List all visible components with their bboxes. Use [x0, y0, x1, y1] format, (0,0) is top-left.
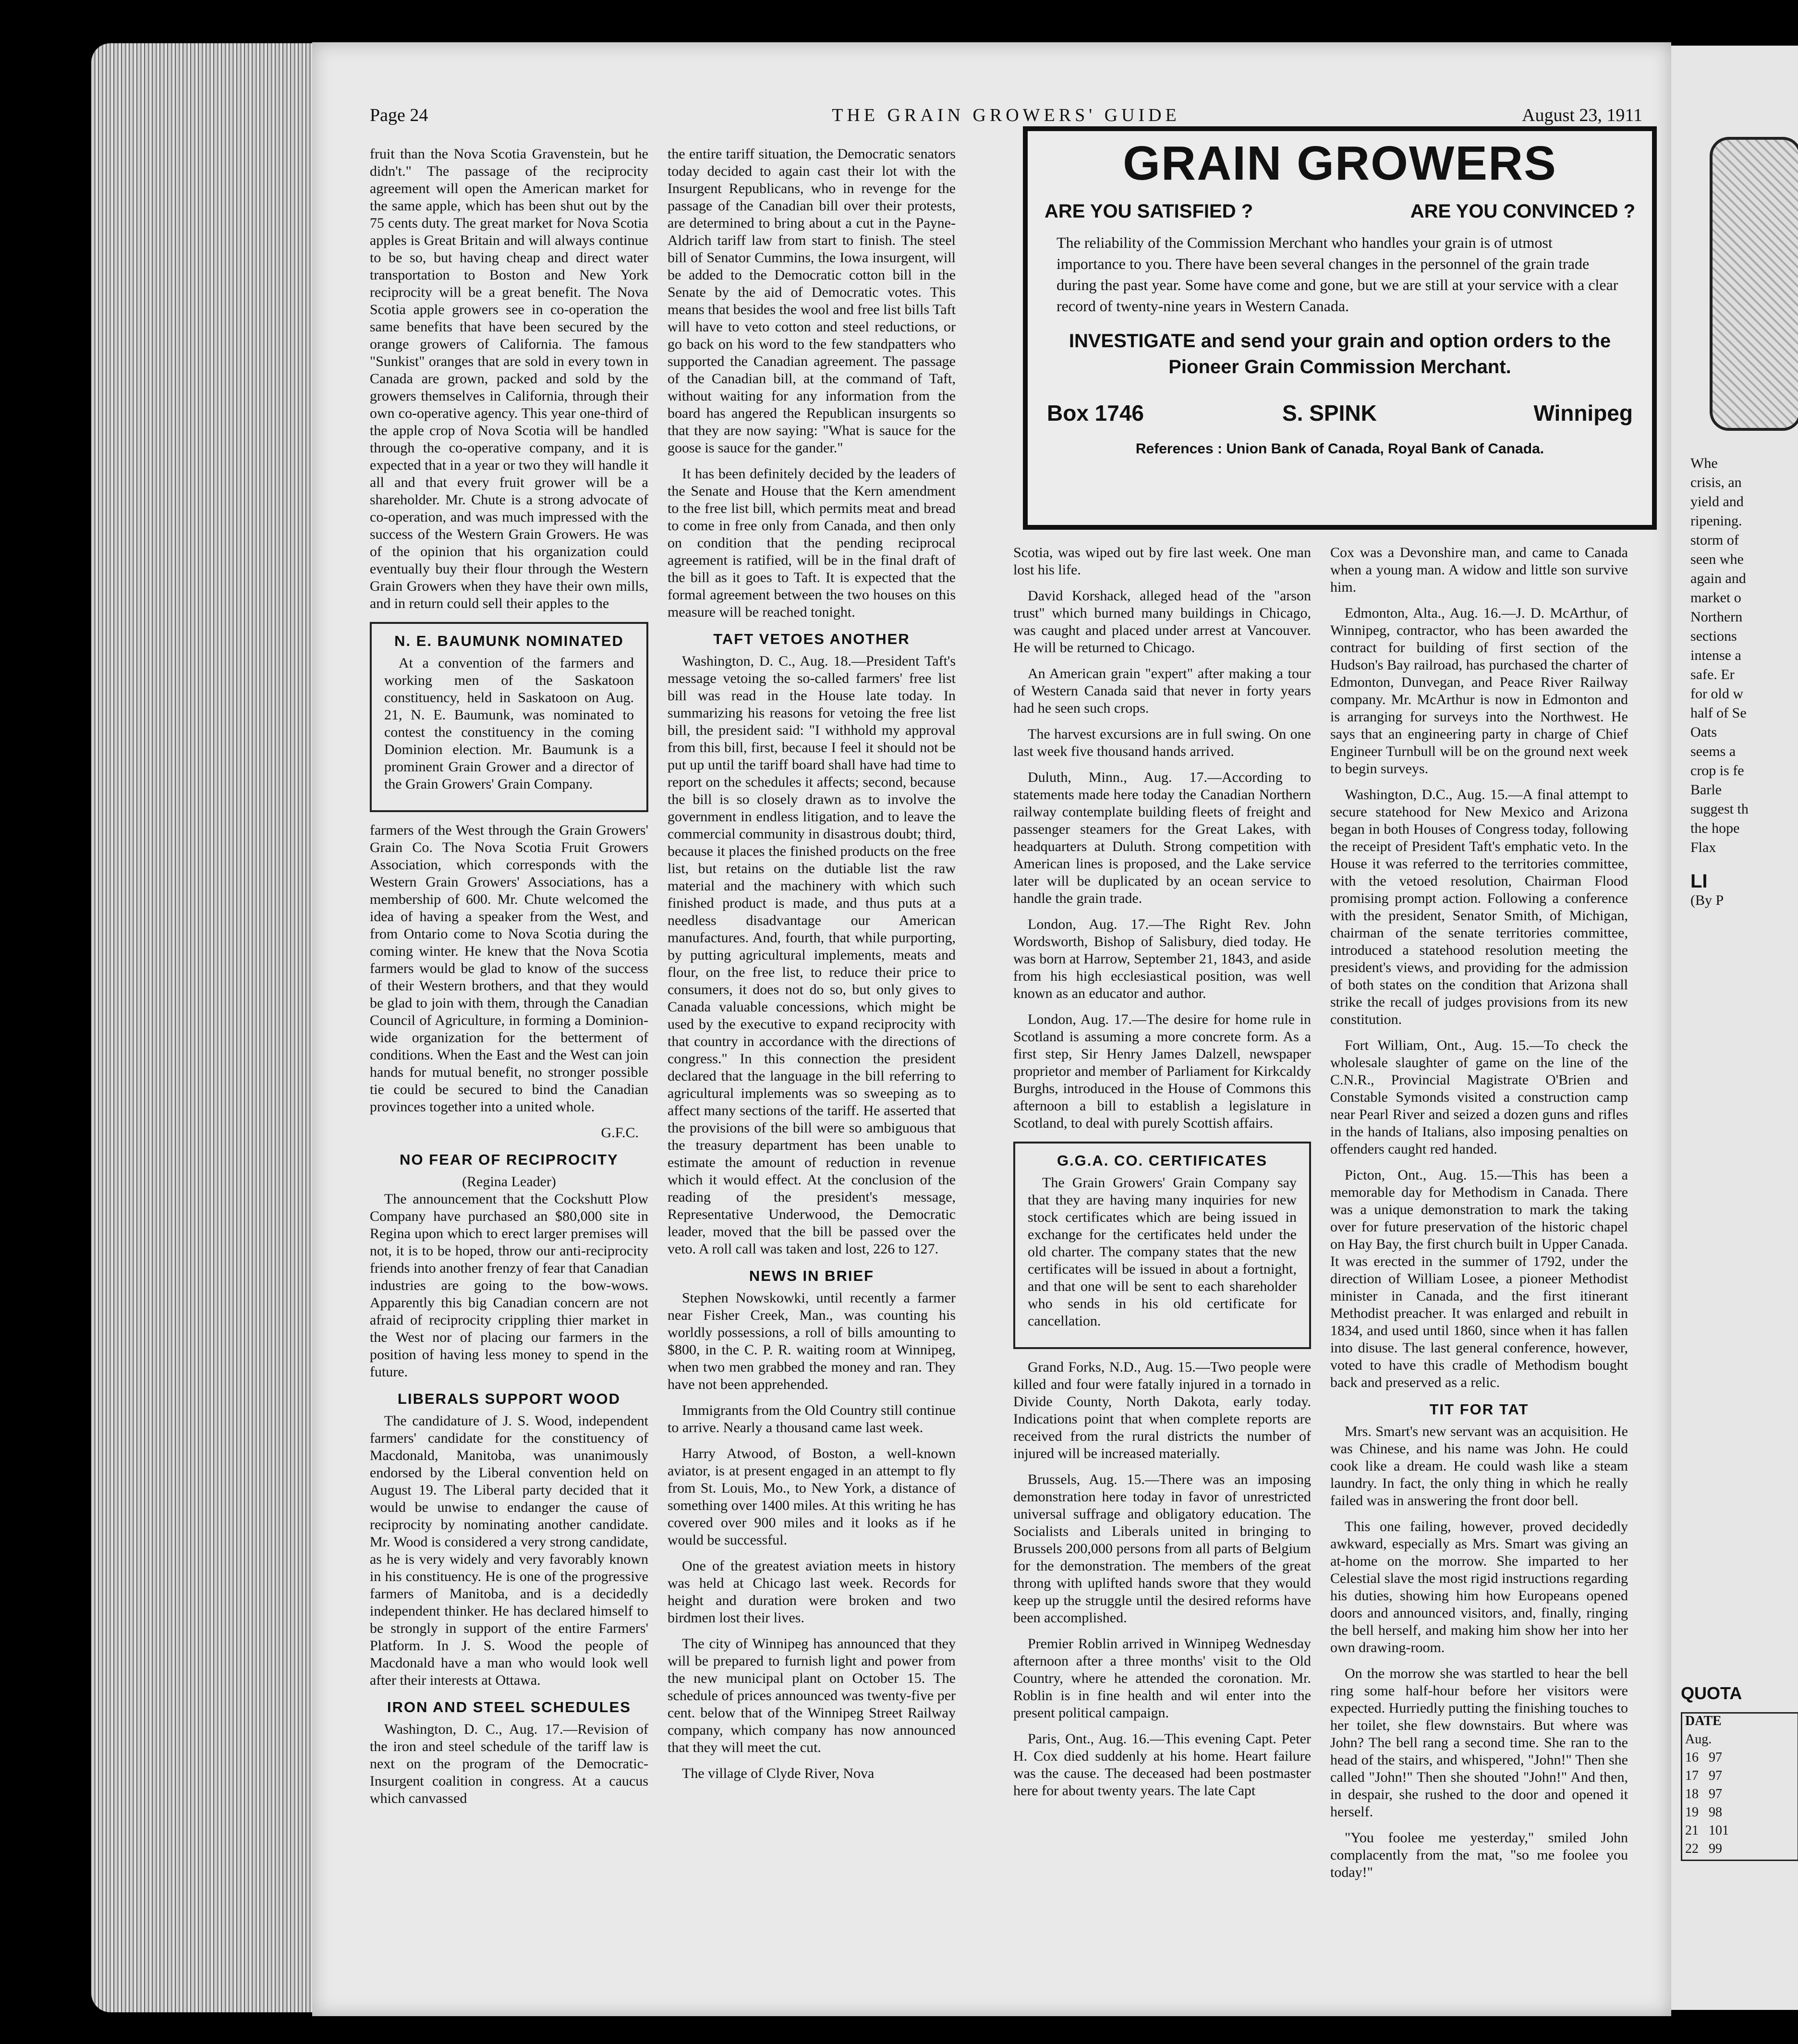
fragment-line: Flax	[1690, 840, 1716, 855]
article-heading: IRON AND STEEL SCHEDULES	[387, 1699, 631, 1716]
issue-date: August 23, 1911	[1522, 105, 1642, 125]
article-text: Paris, Ont., Aug. 16.—This evening Capt. Peter H. Cox died suddenly at his home. Heart failure was the cause. The deceased had been postmaster here for about twenty years. The late Capt	[1013, 1731, 1311, 1799]
article-heading: TAFT VETOES ANOTHER	[713, 631, 910, 647]
column-3	[1013, 544, 1311, 1808]
ad-box-number: Box 1746	[1047, 401, 1144, 426]
fragment-line: suggest th	[1690, 801, 1749, 817]
article-text: Fort William, Ont., Aug. 15.—To check the wholesale slaughter of game on the line of the C.N.R., Provincial Magistrate O'Brien and Constable Symonds visited a construction camp near Pearl River and seized a dozen guns and rifles in the hands of Italians, also imposing penalties on offenders caught red handed.	[1330, 1037, 1628, 1157]
fragment-byline: (By P	[1690, 892, 1724, 908]
table-cell: 97	[1709, 1787, 1722, 1801]
article-text: The announcement that the Cockshutt Plow Company have purchased an $80,000 site in Regina upon which to erect larger premises will not, it is to be hoped, throw our anti-reciprocity friends into another frenzy of fear that Canadian industries are going to the bow-wows. Apparently this big Canadian concern are not afraid of reciprocity crippling thier market in the West nor of placing our farmers in the position of having less money to spend in the future.	[370, 1191, 648, 1380]
article-text: Washington, D.C., Aug. 15.—A final attempt to secure statehood for New Mexico and Arizona began in both Houses of Congress today, following the receipt of President Taft's emphatic veto. In the House it was referred to the territories committee, with the vetoed resolution, Chairman Flood promising prompt action. Following a conference with the president, Senator Smith, of Michigan, chairman of the senate territories committee, introduced a statehood resolution meeting the president's views, and providing for the admission of both states on the condition that Arizona shall strike the recall of judges provisions from its new constitution.	[1330, 787, 1628, 1027]
table-cell: 97	[1709, 1750, 1722, 1765]
article-text: It has been definitely decided by the leaders of the Senate and House that the Kern amendment to the free list bill, which permits meat and bread to come in free only from Canada, and then only on condition that the pending reciprocal agreement is ratified, will be in the final draft of the bill as it goes to Taft. It is expected that the formal agreement between the two houses on this measure will be reached tonight.	[668, 466, 956, 620]
article-text: An American grain "expert" after making a tour of Western Canada said that never in forty years had he seen such crops.	[1013, 666, 1311, 716]
quotations-table	[1681, 1712, 1798, 1861]
fragment-line: sections	[1690, 628, 1737, 644]
gga-certificates-box	[1013, 1142, 1311, 1349]
fragment-line: yield and	[1690, 494, 1744, 510]
article-text: Grand Forks, N.D., Aug. 15.—Two people were killed and four were fatally injured in a tornado in Divide County, North Dakota, early today. Indications point that when complete reports are received from the rural districts the number of injured will be increased materially.	[1013, 1359, 1311, 1461]
article-text: Washington, D. C., Aug. 17.—Revision of the iron and steel schedule of the tariff law is next on the program of the Democratic-Insurgent coalition in congress. At a caucus which canvassed	[370, 1721, 648, 1806]
fragment-text	[1690, 454, 1749, 910]
article-heading: LIBERALS SUPPORT WOOD	[398, 1390, 620, 1407]
fragment-line: Whe	[1690, 455, 1718, 471]
newspaper-page	[312, 42, 1671, 2016]
page-number: Page 24	[370, 105, 428, 125]
ad-city: Winnipeg	[1533, 401, 1633, 426]
article-text: Edmonton, Alta., Aug. 16.—J. D. McArthur, of Winnipeg, contractor, who has been awarded the contract for building of first section of the Hudson's Bay railroad, has purchased the charter of Edmonton, Dunvegan, and Peace River Railway company. Mr. McArthur is now in Edmonton and is arranging for surveys into the Northwest. He says that an engineering party in charge of Chief Engineer Turnbull will be on the ground next week to begin surveys.	[1330, 605, 1628, 777]
book-page-edges	[91, 43, 317, 2012]
table-cell: 99	[1709, 1841, 1722, 1856]
table-header: DATE	[1685, 1714, 1722, 1728]
article-text: One of the greatest aviation meets in history was held at Chicago last week. Records for height and duration were broken and two birdmen lost their lives.	[668, 1558, 956, 1626]
article-text: London, Aug. 17.—The desire for home rule in Scotland is assuming a more concrete form. As a first step, Sir Henry James Dalzell, newspaper proprietor and member of Parliament for Kirkcaldy Burghs, introduced in the House of Commons this afternoon a bill to establish a legislature in Scotland, to deal with purely Scottish affairs.	[1013, 1011, 1311, 1131]
ad-headline: GRAIN GROWERS	[1123, 136, 1557, 190]
fragment-line: safe. Er	[1690, 667, 1735, 682]
article-text: Mrs. Smart's new servant was an acquisition. He was Chinese, and his name was John. He could cook like a dream. He could wash like a steam laundry. In fact, the only thing in which he really failed was in answering the front door bell.	[1330, 1424, 1628, 1509]
article-text: London, Aug. 17.—The Right Rev. John Wordsworth, Bishop of Salisbury, died today. He was born at Harrow, September 21, 1843, and aside from his high ecclesiastical position, was well known as an educator and author.	[1013, 916, 1311, 1001]
article-text: farmers of the West through the Grain Growers' Grain Co. The Nova Scotia Fruit Growers Association, which corresponds with the Western Grain Growers' Associations, has a membership of 600. Mr. Chute welcomed the idea of having a speaker from the West, and from Ontario come to Nova Scotia during the coming winter. He knew that the Nova Scotia farmers would be glad to know of the success of their Western brothers, and that they would be glad to join with them, through the Canadian Council of Agriculture, in forming a Dominion-wide organization for the betterment of conditions. When the East and the West can join hands for mutual benefit, no stronger possible tie could be secured to bind the Canadian provinces together into a united whole.	[370, 822, 648, 1115]
fragment-line: market o	[1690, 590, 1741, 606]
baumunk-box	[370, 622, 648, 812]
masthead-title: THE GRAIN GROWERS' GUIDE	[832, 105, 1180, 125]
fragment-line: the hope	[1690, 820, 1740, 836]
article-text: Premier Roblin arrived in Winnipeg Wednesday afternoon after a three months' visit to the Old Country, where he attended the coronation. Mr. Roblin is in fine health and wil enter into the present political campaign.	[1013, 1636, 1311, 1721]
ad-references: References : Union Bank of Canada, Royal Bank of Canada.	[1135, 441, 1544, 457]
fragment-line: storm of	[1690, 532, 1739, 548]
ad-investigate: INVESTIGATE and send your grain and option orders to the Pioneer Grain Commission Merchant.	[1069, 330, 1611, 377]
fragment-line: seems a	[1690, 743, 1736, 759]
fragment-line: half of Se	[1690, 705, 1747, 721]
table-row	[1682, 1787, 1798, 1805]
article-text: David Korshack, alleged head of the "arson trust" which burned many buildings in Chicago, was caught and placed under arrest at Vancouver. He will be returned to Chicago.	[1013, 588, 1311, 656]
article-text: This one failing, however, proved decidedly awkward, especially as Mrs. Smart was giving an at-home on the morrow. She imparted to her Celestial slave the most rigid instructions regarding his duties, showing him how Europeans opened doors and announced visitors, and, finally, ringing the bell herself, and making him show her into her own drawing-room.	[1330, 1519, 1628, 1655]
fragment-heading: LI	[1690, 871, 1708, 892]
table-row	[1682, 1841, 1798, 1860]
fragment-line: Northern	[1690, 609, 1743, 625]
article-text: Stephen Nowskowki, until recently a farmer near Fisher Creek, Man., was counting his worldly possessions, a roll of bills amounting to $800, in the C. P. R. waiting room at Winnipeg, when two men grabbed the money and ran. They have not been apprehended.	[668, 1290, 956, 1392]
ornament-illustration	[1710, 137, 1798, 431]
article-heading: NEWS IN BRIEF	[749, 1267, 875, 1284]
article-text: Cox was a Devonshire man, and came to Canada when a young man. A widow and little son survive him.	[1330, 545, 1628, 595]
article-text: Scotia, was wiped out by fire last week. One man lost his life.	[1013, 545, 1311, 578]
article-text: The harvest excursions are in full swing. On one last week five thousand hands arrived.	[1013, 726, 1311, 759]
article-text: the entire tariff situation, the Democratic senators today decided to again cast their lot with the Insurgent Republicans, who in revenge for the passage of the Canadian bill over their protests, are determined to bring about a cut in the Payne-Aldrich tariff law from start to finish. The steel bill of Senator Cummins, the Iowa insurgent, will be added to the Democratic cotton bill in the Senate by the aid of Democratic votes. This means that besides the wool and free list bills Taft will have to veto cotton and steel reductions, or go back on his word to the few standpatters who supported the Canadian agreement. The passage of the Canadian bill, at the command of Taft, without waiting for any information from the board has angered the Republican insurgents so that they are now saying: "What is sauce for the goose is sauce for the gander."	[668, 146, 956, 456]
table-cell: 97	[1709, 1768, 1722, 1783]
article-heading: N. E. BAUMUNK NOMINATED	[394, 633, 624, 649]
facing-page-fragment	[1671, 46, 1798, 2010]
column-1	[370, 146, 648, 1816]
article-text: Picton, Ont., Aug. 15.—This has been a memorable day for Methodism in Canada. There was a unique demonstration to mark the taking over for future preservation of the historic chapel on Hay Bay, the first church built in Upper Canada. It was erected in the summer of 1792, under the direction of William Losee, a pioneer Methodist minister in Canada, and the first itinerant Methodist preacher. It was enlarged and rebuilt in 1834, and used until 1860, since when it has fallen into disuse. The last general conference, however, voted to have this cradle of Methodism bought back and preserved as a relic.	[1330, 1167, 1628, 1390]
article-text: Immigrants from the Old Country still continue to arrive. Nearly a thousand came last week.	[668, 1402, 956, 1436]
article-text: The Grain Growers' Grain Company say that they are having many inquiries for new stock certificates which are being issued in exchange for the certificates held under the old charter. The company states that the new certificates will be issued in about a fortnight, and that one will be sent to each shareholder who sends in his old certificate for cancellation.	[1028, 1175, 1297, 1329]
article-text: At a convention of the farmers and working men of the Saskatoon constituency, held in Saskatoon on Aug. 21, N. E. Baumunk, was nominated to contest the constituency in the coming Dominion election. Mr. Baumunk is a prominent Grain Grower and a director of the Grain Growers' Grain Company.	[384, 655, 634, 792]
fragment-line: crisis, an	[1690, 474, 1742, 490]
table-cell: 98	[1709, 1805, 1722, 1820]
column-4	[1330, 544, 1628, 1890]
table-cell: Aug.	[1685, 1732, 1712, 1747]
table-cell: 19	[1685, 1805, 1699, 1820]
article-text: fruit than the Nova Scotia Gravenstein, but he didn't." The passage of the reciprocity agreement will open the American market for the same apple, which has been shut out by the 75 cents duty. The great market for Nova Scotia apples is Great Britain and will always continue to be so, but having cheap and direct water transportation to Boston and New York reciprocity will be a great benefit. The Nova Scotia apple growers see in co-operation the same benefits that have been secured by the orange growers of California. The famous "Sunkist" oranges that are sold in every town in Canada are grown, packed and sold by the growers themselves in California, through their own co-operative agency. This year one-third of the apple crop of Nova Scotia will be handled through the co-operative company, and it is expected that in a year or two they will handle it all and that every fruit grower will be a shareholder. Mr. Chute is a strong advocate of co-operation, and was much impressed with the success of the Western Grain Growers. He was of the opinion that his organization could eventually buy their flour through the Western Grain Growers when they have their own mills, and in return could sell their apples to the	[370, 146, 648, 611]
quotations-heading: QUOTA	[1681, 1683, 1742, 1703]
article-heading: G.G.A. CO. CERTIFICATES	[1057, 1152, 1268, 1169]
fragment-line: for old w	[1690, 686, 1743, 702]
fragment-line: crop is fe	[1690, 763, 1744, 779]
fragment-line: seen whe	[1690, 551, 1744, 567]
article-text: The city of Winnipeg has announced that they will be prepared to furnish light and power from the new municipal plant on October 15. The schedule of prices announced was twenty-five per cent. below that of the Winnipeg Street Railway company, which company has now announced that they will meet the cut.	[668, 1636, 956, 1755]
spink-advertisement	[1023, 126, 1657, 530]
table-row	[1682, 1823, 1798, 1841]
ad-question-convinced: ARE YOU CONVINCED ?	[1410, 201, 1635, 222]
table-cell: 101	[1709, 1823, 1729, 1838]
column-2	[668, 146, 956, 1791]
article-text: The village of Clyde River, Nova	[682, 1765, 875, 1781]
ad-merchant-name: S. SPINK	[1282, 401, 1377, 426]
table-row	[1682, 1768, 1798, 1787]
article-text: Washington, D. C., Aug. 18.—President Taft's message vetoing the so-called farmers' free list bill was read in the House late today. In summarizing his reasons for vetoing the free list bill, the president said: "I withhold my approval from this bill, first, because I feel it should not be put up until the tariff board shall have had time to report on the schedules it affects; second, because the bill is so closely drawn as to involve the government in endless litigation, and to leave the commercial community in disastrous doubt; third, because it places the finished products on the free list, but retains on the dutiable list the raw material and the machinery with which such finished product is made, and thus puts at a needless disadvantage our American manufactures. And, fourth, that while purporting, by putting agricultural implements, meats and flour, on the free list, to reduce their price to consumers, it does not do so, but only gives to Canada valuable concessions, which might be used by the executive to expand reciprocity with that country in accordance with the directions of congress." In this connection the president declared that the language in the bill referring to agricultural implements was so sweeping as to affect many sections of the tariff. He asserted that the provisions of the bill were so ambiguous that the treasury department has been unable to estimate the amount of reduction in revenue which it would effect. At the conclusion of the reading of the president's message, Representative Underwood, the Democratic leader, moved that the bill be passed over the veto. A roll call was taken and lost, 226 to 127.	[668, 653, 956, 1257]
article-text: "You foolee me yesterday," smiled John complacently from the mat, "so me foolee you today!"	[1330, 1830, 1628, 1880]
signature: G.F.C.	[601, 1125, 639, 1141]
fragment-line: again and	[1690, 571, 1746, 586]
article-text: On the morrow she was startled to hear the bell ring some half-hour before her visitors were expected. Hurriedly putting the finishing touches to her toilet, she flew downstairs. But where was John? The bell rang a second time. She ran to the head of the stairs, and whispered, "John!" Then she called "John!" Then she shouted "John!" And then, in despair, she rushed to the door and opened it herself.	[1330, 1666, 1628, 1820]
article-text: Duluth, Minn., Aug. 17.—According to statements made here today the Canadian Northern railway contemplate building fleets of freight and passenger steamers for the Great Lakes, with headquarters at Duluth. Strong competition with American lines is proposed, and the Lake service later will be duplicated by an ocean service to handle the grain trade.	[1013, 769, 1311, 906]
table-cell: 17	[1685, 1768, 1699, 1783]
fragment-line: Oats	[1690, 724, 1717, 740]
article-text: Brussels, Aug. 15.—There was an imposing demonstration here today in favor of unrestricted universal suffrage and obligatory education. The Socialists and Liberals united in bringing to Brussels 200,000 persons from all parts of Belgium for the demonstration. The members of the great throng with uplifted hands swore that they would keep up the struggle until the desired reforms have been accomplished.	[1013, 1472, 1311, 1626]
table-cell: 22	[1685, 1841, 1699, 1856]
table-row	[1682, 1750, 1798, 1768]
article-heading: TIT FOR TAT	[1429, 1401, 1529, 1418]
ad-question-satisfied: ARE YOU SATISFIED ?	[1045, 201, 1253, 222]
table-cell: 18	[1685, 1787, 1699, 1801]
article-heading: NO FEAR OF RECIPROCITY	[400, 1151, 619, 1168]
ad-body: The reliability of the Commission Merchant who handles your grain is of utmost importance to you. There have been several changes in the personnel of the grain trade during the past year. Some have come and gone, but we are still at your service with a clear record of twenty-nine years in Western Canada.	[1057, 234, 1618, 315]
article-text: Harry Atwood, of Boston, a well-known aviator, is at present engaged in an attempt to fly from St. Louis, Mo., to New York, a distance of something over 1400 miles. At this writing he has covered over 900 miles and it looks as if he would be successful.	[668, 1446, 956, 1548]
article-text: The candidature of J. S. Wood, independent farmers' candidate for the constituency of Macdonald, Manitoba, was unanimously endorsed by the Liberal convention held on August 19. The Liberal party decided that it would be unwise to endanger the cause of reciprocity by nominating another candidate. Mr. Wood is considered a very strong candidate, as he is very widely and very favorably known in his constituency. He is one of the progressive farmers of Manitoba, and is a decidedly independent thinker. He has declared himself to be strongly in support of the entire Farmers' Platform. In J. S. Wood the people of Macdonald have a man who would look well after their interests at Ottawa.	[370, 1413, 648, 1688]
table-cell: 21	[1685, 1823, 1699, 1838]
fragment-line: Barle	[1690, 782, 1722, 798]
article-source: (Regina Leader)	[462, 1174, 556, 1190]
table-cell: 16	[1685, 1750, 1699, 1765]
fragment-line: intense a	[1690, 647, 1741, 663]
fragment-line: ripening.	[1690, 513, 1742, 529]
table-row	[1682, 1805, 1798, 1823]
